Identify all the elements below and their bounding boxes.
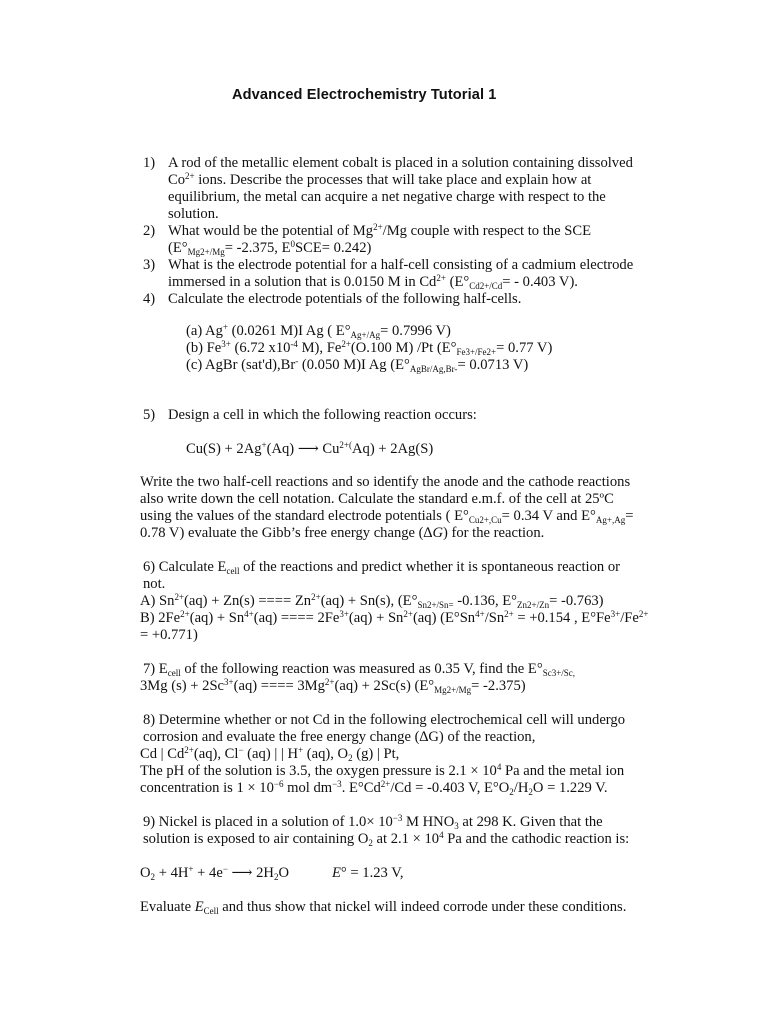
question-text: Design a cell in which the following reaction occurs:: [168, 407, 477, 423]
question-text: What would be the potential of $Mg^{2+}/Mg$ couple with respect to the SCE: [168, 222, 591, 239]
question-text: using the values of the standard electrode potentials ( $E^\circ_{Cu2+,Cu}= 0.34$ V and $E^\circ_{Ag+,Ag}=$: [140, 508, 634, 525]
question-number: 3): [143, 257, 156, 273]
question-number: 4): [143, 291, 156, 307]
document-title: Advanced Electrochemistry Tutorial 1: [232, 87, 497, 103]
question-number: 2): [143, 223, 156, 239]
question-number: 1): [143, 155, 156, 171]
question-text: 6) Calculate $E_{cell}$ of the reactions and predict whether it is spontaneous reaction or: [143, 559, 621, 576]
reaction-equation: 3Mg $(s) + 2Sc^{3+}(aq)$ ==== $3Mg^{2+}(aq) + 2Sc(s)$ $(E^\circ_{Mg2+/Mg}= -2.375)$: [140, 677, 526, 695]
question-text: 0.78 V) evaluate the Gibb’s free energy change (∆G) for the reaction.: [140, 525, 545, 541]
reaction-a: A) $Sn^{2+}(aq) + Zn(s)$ ==== $Zn^{2+}(aq) + Sn(s)$, ($E^\circ_{Sn2+/Sn=}$ -0.136, $E^\circ_{Zn2+/Zn}= -0.763$): [140, 592, 604, 610]
question-text: concentration is $1 \times 10^{-6}$ mol $dm^{-3}$. $E^\circ Cd^{2+}/Cd = -0.403$ V, $E^\circ O_2/H_2O = 1.229$ V.: [140, 779, 608, 797]
reaction-equation: Cu(S) + 2Ag+(Aq) ⟶ $Cu^{2+(}Aq) + 2Ag(S)$: [186, 440, 434, 457]
question-text: $Co^{2+}$ ions. Describe the processes that will take place and explain how at: [168, 171, 592, 188]
question-text: 7) $E_{cell}$ of the following reaction was measured as 0.35 V, find the $E^\circ_{Sc3+/Sc,}$: [143, 661, 576, 678]
cell-notation: Cd | $Cd^{2+}(aq)$, Cl− (aq) | | H+ (aq), $O_2$ (g) | Pt,: [140, 745, 400, 763]
question-text: solution is exposed to air containing $O_2$ at $2.1 \times 10^4$ Pa and the cathodic reaction is:: [143, 830, 630, 848]
half-cell-b: (b) $Fe^{3+}$ (6.72 $x10^{-4}$ M), $Fe^{2+}(O.100$ M) /Pt ($E^\circ_{Fe3+/Fe2+}= 0.77$ V): [186, 339, 553, 357]
question-text: equilibrium, the metal can acquire a net negative charge with respect to the: [168, 189, 606, 205]
reaction-b: B) $2Fe^{2+}(aq) + Sn^{4+}(aq)$ ==== $2Fe^{3+}(aq) + Sn^{2+}(aq) (E^\circ Sn^{4+}/Sn^{2+} = +0.154$ , $E^\circ Fe^{3+}/Fe^{2+}$: [140, 609, 649, 626]
question-text: 9) Nickel is placed in a solution of $1.0\times 10^{-3}$ M $HNO_3$ at 298 K. Given that the: [143, 813, 603, 831]
standard-potential: E° = 1.23 V,: [332, 865, 404, 881]
question-text: corrosion and evaluate the free energy change (∆G) of the reaction,: [143, 729, 536, 745]
question-text: also write down the cell notation. Calculate the standard e.m.f. of the cell at 25ºC: [140, 491, 614, 507]
question-text: 8) Determine whether or not Cd in the following electrochemical cell will undergo: [143, 712, 625, 728]
question-text: solution.: [168, 206, 219, 222]
question-text: immersed in a solution that is 0.0150 M in $Cd^{2+}$ ($E^\circ_{Cd2+/Cd}= - 0.403$ V).: [168, 273, 578, 291]
question-text: Write the two half-cell reactions and so identify the anode and the cathode reactions: [140, 474, 631, 490]
question-text: The pH of the solution is 3.5, the oxygen pressure is $2.1 \times 10^4$ Pa and the metal ion: [140, 762, 625, 779]
question-text: not.: [143, 576, 166, 592]
reaction-b-continued: = +0.771): [140, 627, 198, 643]
half-cell-a: (a) Ag+ (0.0261 M)I Ag ( $E^\circ_{Ag+/Ag}= 0.7996$ V): [186, 322, 451, 340]
question-text: ($E^\circ_{Mg2+/Mg}= -2.375$, $E^0SCE= 0.242$): [168, 239, 372, 257]
cathodic-reaction: $O_2 + 4H^+ + 4e^-$ ⟶ $2H_2O$: [140, 864, 289, 882]
question-text: Calculate the electrode potentials of the following half-cells.: [168, 291, 522, 307]
question-text: What is the electrode potential for a half-cell consisting of a cadmium electrode: [168, 257, 634, 273]
question-number: 5): [143, 407, 156, 423]
question-text: A rod of the metallic element cobalt is placed in a solution containing dissolved: [168, 155, 633, 171]
question-text: Evaluate $E_{Cell}$ and thus show that nickel will indeed corrode under these conditions.: [140, 899, 627, 916]
half-cell-c: (c) AgBr (sat'd),Br- (0.050 M)I Ag ($E^\circ_{AgBr/Ag,Br-}= 0.0713$ V): [186, 356, 529, 374]
